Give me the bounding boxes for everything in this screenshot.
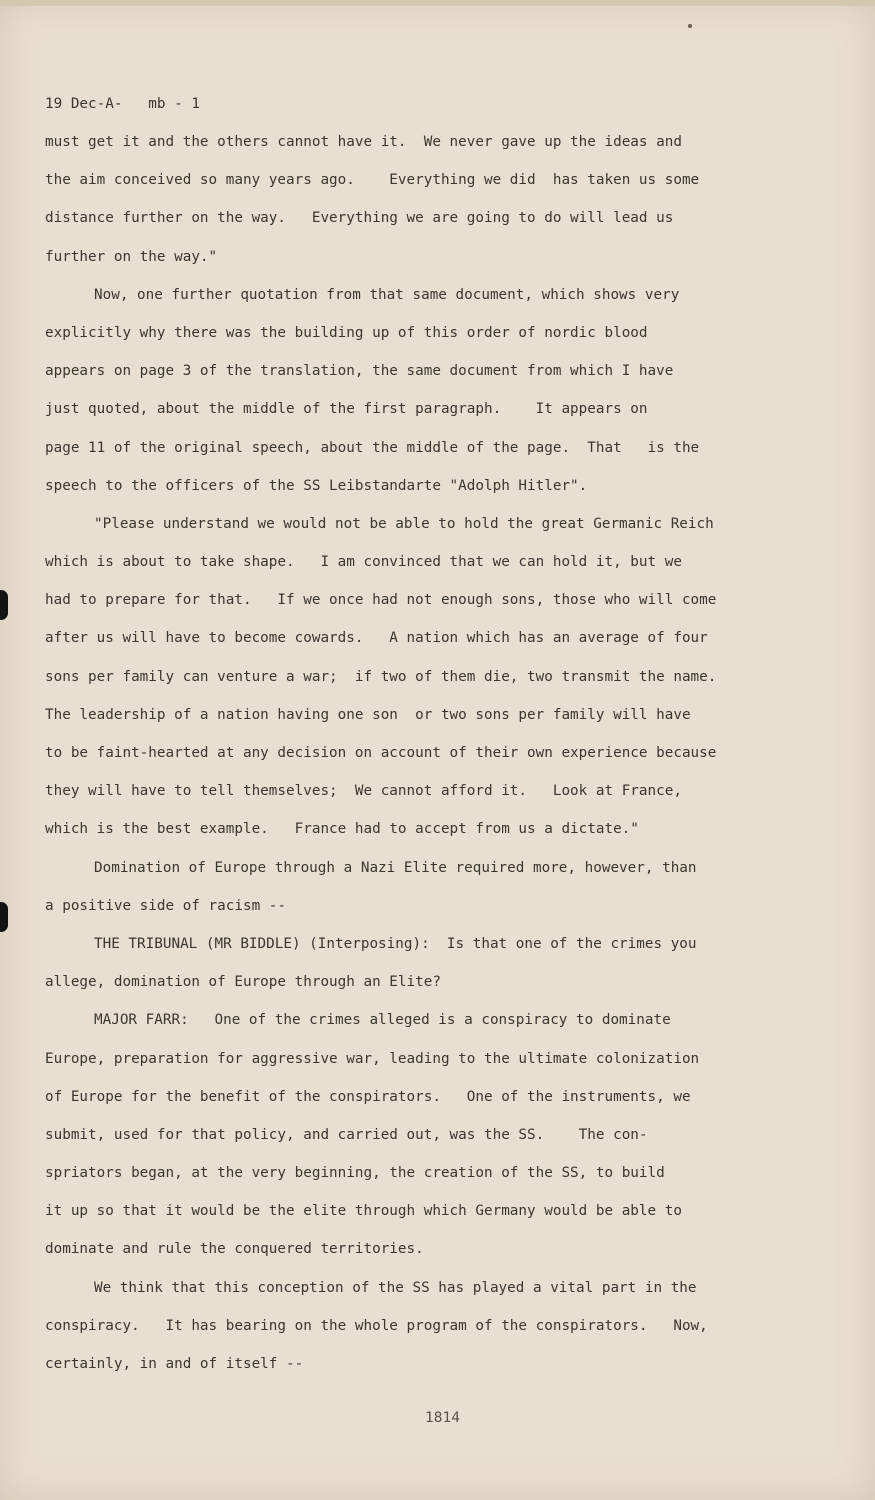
text-line: of Europe for the benefit of the conspirators. One of the instruments, we — [45, 1088, 691, 1105]
text-line: a positive side of racism -- — [45, 897, 287, 914]
text-line: page 11 of the original speech, about the middle of the page. That is the — [45, 439, 700, 456]
text-line: just quoted, about the middle of the first paragraph. It appears on — [45, 401, 648, 418]
text-line: distance further on the way. Everything we are going to do will lead us — [45, 210, 674, 227]
text-line: We think that this conception of the SS has played a vital part in the — [94, 1279, 697, 1296]
text-line: Domination of Europe through a Nazi Elite required more, however, than — [94, 859, 697, 876]
text-line: the aim conceived so many years ago. Everything we did has taken us some — [45, 172, 700, 189]
text-line: Europe, preparation for aggressive war, leading to the ultimate colonization — [45, 1050, 700, 1067]
text-line: after us will have to become cowards. A nation which has an average of four — [45, 630, 708, 647]
text-line: further on the way." — [45, 248, 218, 265]
text-line: sons per family can venture a war; if two of them die, two transmit the name. — [45, 668, 717, 685]
text-line: speech to the officers of the SS Leibstandarte "Adolph Hitler". — [45, 477, 588, 494]
text-line: "Please understand we would not be able to hold the great Germanic Reich — [94, 515, 714, 532]
text-line: must get it and the others cannot have it. We never gave up the ideas and — [45, 134, 682, 150]
text-line: had to prepare for that. If we once had not enough sons, those who will come — [45, 592, 717, 609]
page-top-edge — [0, 0, 875, 6]
text-line: spriators began, at the very beginning, the creation of the SS, to build — [45, 1165, 665, 1182]
punch-hole-lower — [0, 902, 8, 932]
text-line: which is about to take shape. I am convinced that we can hold it, but we — [45, 554, 682, 571]
text-line: certainly, in and of itself -- — [45, 1356, 304, 1372]
text-line: it up so that it would be the elite through which Germany would be able to — [45, 1203, 682, 1220]
text-line: dominate and rule the conquered territories. — [45, 1241, 424, 1258]
text-line: to be faint-hearted at any decision on account of their own experience because — [45, 745, 717, 761]
paper-speck — [688, 24, 692, 28]
text-line: conspiracy. It has bearing on the whole program of the conspirators. Now, — [45, 1317, 708, 1334]
punch-hole-upper — [0, 590, 8, 620]
text-line: submit, used for that policy, and carried out, was the SS. The con- — [45, 1126, 648, 1143]
document-body — [45, 123, 805, 1383]
page-header: 19 Dec-A- mb - 1 — [45, 96, 200, 112]
text-line: MAJOR FARR: One of the crimes alleged is a conspiracy to dominate — [94, 1012, 671, 1029]
page-number: 1814 — [425, 1410, 460, 1426]
text-line: allege, domination of Europe through an Elite? — [45, 974, 441, 991]
text-line: they will have to tell themselves; We cannot afford it. Look at France, — [45, 783, 682, 800]
text-line: appears on page 3 of the translation, the same document from which I have — [45, 363, 674, 380]
text-line: which is the best example. France had to accept from us a dictate." — [45, 821, 639, 838]
text-line: Now, one further quotation from that same document, which shows very — [94, 286, 680, 303]
text-line: The leadership of a nation having one son or two sons per family will have — [45, 706, 691, 723]
text-line: THE TRIBUNAL (MR BIDDLE) (Interposing): Is that one of the crimes you — [94, 935, 697, 952]
text-line: explicitly why there was the building up of this order of nordic blood — [45, 324, 648, 341]
